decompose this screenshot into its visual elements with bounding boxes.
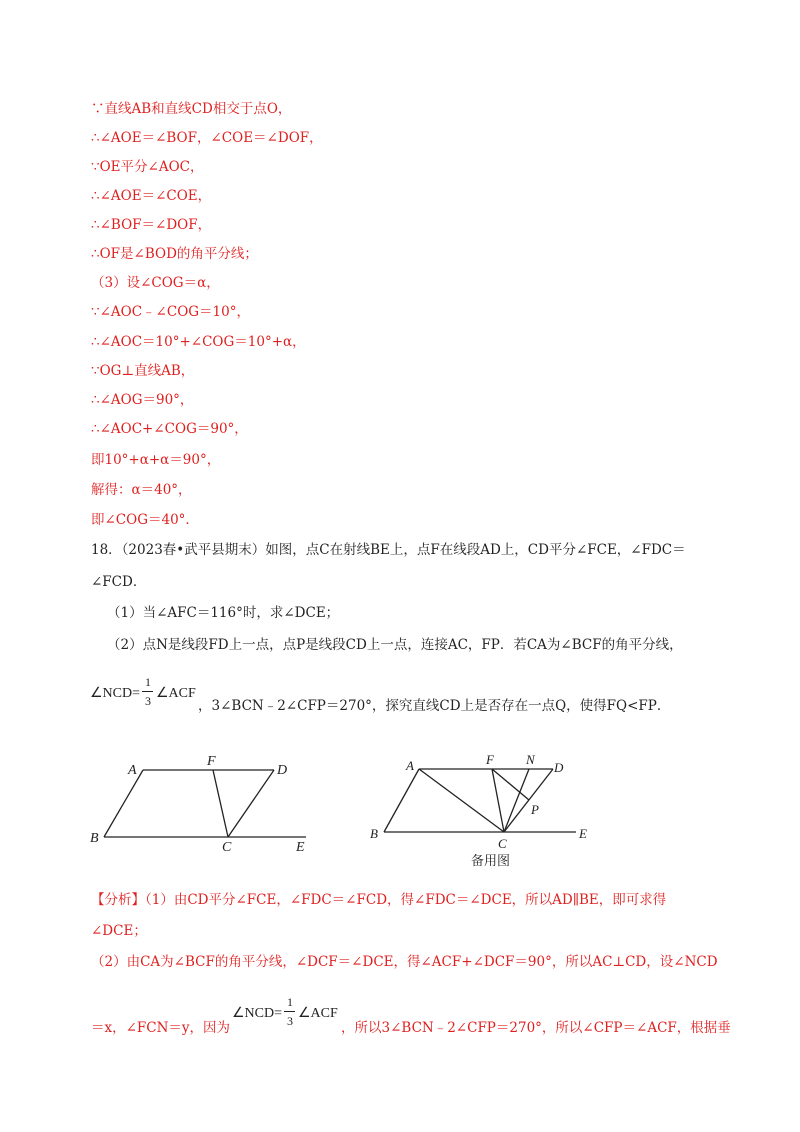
solution-line: 解得：α＝40°， (91, 482, 192, 498)
point-label-d: D (277, 763, 288, 778)
point-label-f: F (486, 752, 494, 767)
figure-2 (366, 750, 596, 870)
fraction-bar (142, 691, 153, 692)
solution-line: ∵∠AOC﹣∠COG＝10°， (91, 304, 250, 320)
point-label-p: P (531, 802, 539, 817)
point-label-c: C (222, 840, 232, 852)
segment-ab (104, 770, 143, 837)
segment-ab (384, 769, 419, 832)
formula-left: ∠NCD= (90, 686, 141, 701)
problem-line-1: 18．（2023春•武平县期末）如图，点C在射线BE上，点F在线段AD上，CD平分∠FCE，∠FDC＝ (91, 542, 686, 558)
figure-2-caption: 备用图 (471, 854, 511, 869)
solution-line: ∴∠AOC+∠COG＝90°， (91, 421, 248, 437)
point-label-b: B (370, 826, 378, 841)
problem-line-2: ∠FCD． (91, 574, 147, 590)
solution-line: ∴∠AOC＝10°+∠COG＝10°+α， (91, 334, 306, 350)
point-label-d: D (554, 760, 564, 775)
point-label-e: E (579, 826, 587, 841)
figure-1-lines (104, 770, 306, 837)
segment-fc (213, 770, 228, 837)
figure-2-lines (384, 769, 576, 832)
solution-line: ∵直线AB和直线CD相交于点O， (91, 101, 292, 117)
solution-line: ∵OG⊥直线AB， (91, 363, 195, 379)
point-label-b: B (90, 831, 99, 846)
solution-line: ∴∠AOE＝∠BOF，∠COE＝∠DOF， (91, 130, 323, 146)
segment-nc (504, 769, 529, 832)
analysis-line-4a: ＝x，∠FCN＝y，因为 (91, 1020, 231, 1036)
formula-denominator: 3 (287, 1014, 293, 1028)
question-1: （1）当∠AFC＝116°时，求∠DCE； (107, 605, 340, 621)
point-label-a: A (406, 758, 414, 773)
figure-1 (88, 752, 328, 852)
formula-left: ∠NCD= (232, 1006, 283, 1021)
point-label-f: F (207, 754, 216, 769)
analysis-line-2: ∠DCE； (91, 923, 147, 939)
formula-right: ∠ACF (298, 1006, 338, 1021)
formula-right: ∠ACF (156, 686, 196, 701)
segment-dc (504, 769, 553, 832)
solution-line: ∴∠BOF＝∠DOF， (91, 217, 212, 233)
segment-dc (228, 770, 274, 837)
solution-line: ∴∠AOE＝∠COE， (91, 188, 212, 204)
segment-ac (419, 769, 504, 832)
analysis-tag: 【分析】 (91, 892, 145, 908)
point-label-a: A (128, 763, 137, 778)
solution-line: ∴∠AOG＝90°， (91, 392, 194, 408)
solution-line: （3）设∠COG＝α， (91, 275, 220, 291)
analysis-text: （1）由CD平分∠FCE，∠FDC＝∠FCD，得∠FDC＝∠DCE，所以AD∥BE，即可求得 (145, 892, 667, 908)
formula-denominator: 3 (145, 694, 151, 708)
question-2-continued: ，3∠BCN﹣2∠CFP＝270°，探究直线CD上是否存在一点Q，使得FQ<FP． (198, 698, 671, 714)
analysis-line-4b: ，所以3∠BCN﹣2∠CFP＝270°，所以∠CFP＝∠ACF，根据垂 (341, 1020, 731, 1036)
formula-numerator: 1 (287, 995, 293, 1009)
solution-line: ∴OF是∠BOD的角平分线； (91, 246, 258, 262)
analysis-line-3: （2）由CA为∠BCF的角平分线，∠DCF＝∠DCE，得∠ACF+∠DCF＝90°，所以AC⊥CD，设∠NCD (91, 954, 718, 970)
segment-fc (492, 769, 504, 832)
point-label-n: N (526, 752, 535, 767)
fraction-bar (284, 1011, 295, 1012)
question-2: （2）点N是线段FD上一点，点P是线段CD上一点，连接AC，FP．若CA为∠BCF的角平分线， (107, 637, 683, 653)
formula-numerator: 1 (145, 675, 151, 689)
point-label-c: C (498, 836, 507, 851)
solution-line: 即10°+α+α＝90°， (91, 452, 221, 468)
solution-line: 即∠COG＝40°． (91, 512, 199, 528)
solution-line: ∵OE平分∠AOC， (91, 159, 204, 175)
point-label-e: E (296, 840, 305, 852)
analysis-line-1 (91, 891, 666, 909)
